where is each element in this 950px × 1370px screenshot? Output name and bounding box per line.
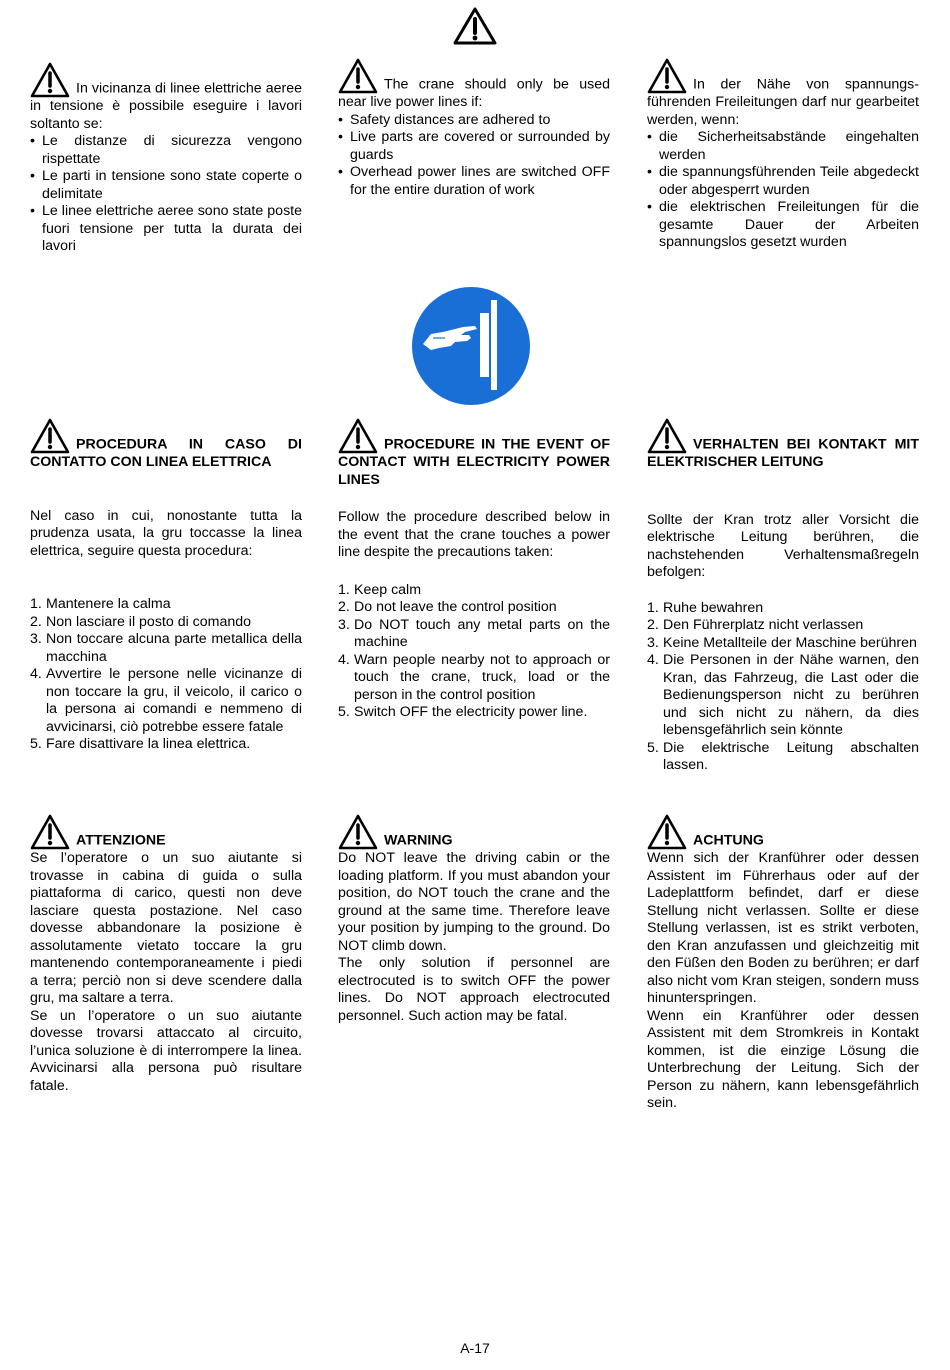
- it-condition-list: [30, 133, 302, 256]
- de-intro-section: [647, 58, 919, 252]
- list-item: 3. Do NOT touch any metal parts on the machine: [338, 616, 610, 650]
- list-item: • die Sicherheitsabstände eingehalten werden: [647, 129, 919, 164]
- en-condition-list: [338, 112, 610, 200]
- warning-triangle-icon: [30, 62, 70, 98]
- en-intro-text: The crane should only be used near live power lines if:: [338, 76, 610, 110]
- warning-triangle-icon: [452, 6, 498, 46]
- warning-triangle-icon: [647, 418, 687, 454]
- it-procedure-title: PROCEDURA IN CASO DI CONTATTO CON LINEA ELETTRICA: [30, 436, 302, 470]
- list-item: 1. Keep calm: [338, 581, 422, 598]
- warning-triangle-icon: [30, 814, 70, 850]
- warning-triangle-icon: [647, 58, 687, 94]
- en-procedure-section: [338, 418, 610, 722]
- de-procedure-intro: Sollte der Kran trotz aller Vorsicht die elektrische Leitung berühren, die nachstehenden Verhaltensmaßregeln befolgen:: [647, 511, 919, 580]
- list-item: • Le distanze di sicurezza vengono rispettate: [30, 133, 302, 168]
- list-item: 4. Avvertire le persone nelle vicinanze di non toccare la gru, il veicolo, il carico o la persona ai comandi e nemmeno di avvicinarsi, ciò potrebbe essere fatale: [30, 666, 302, 735]
- list-item: • die spannungsführenden Teile abgedeckt oder abgesperrt wurden: [647, 164, 919, 199]
- de-warning-title: ACHTUNG: [693, 832, 764, 849]
- list-item: 3. Non toccare alcuna parte metallica della macchina: [30, 631, 302, 665]
- list-item: • Le linee elettriche aeree sono state poste fuori tensione per tutta la durata dei lavori: [30, 203, 302, 256]
- en-warning-section: [338, 814, 610, 1025]
- warning-triangle-icon: [30, 418, 70, 454]
- list-item: 1. Mantenere la calma: [30, 596, 171, 612]
- de-procedure-steps: [647, 600, 919, 775]
- page-number: A-17: [460, 1340, 490, 1356]
- en-procedure-title: PROCEDURE IN THE EVENT OF CONTACT WITH ELECTRICITY POWER LINES: [338, 436, 610, 488]
- en-procedure-steps: [338, 582, 610, 722]
- en-warning-text-2: The only solution if personnel are electrocuted is to switch OFF the power lines. Do NOT approach electrocuted personnel. Such action may be fatal.: [338, 955, 610, 1024]
- it-warning-title: ATTENZIONE: [76, 832, 166, 849]
- list-item: • Overhead power lines are switched OFF for the entire duration of work: [338, 164, 610, 199]
- list-item: 2. Den Führerplatz nicht verlassen: [647, 617, 864, 633]
- it-procedure-intro: Nel caso in cui, nonostante tutta la prudenza usata, la gru toccasse la linea elettrica, seguire questa procedura:: [30, 507, 302, 559]
- list-item: • Live parts are covered or surrounded by guards: [338, 129, 610, 164]
- it-warning-text-1: Se l’operatore o un suo aiutante si trovasse in cabina di guida o sulla piattaforma di carico, questi non deve lasciare questa postazione. Nel caso dovesse abbandonare la posizione è assolutamente vietato toccare la gru mantenendo contemporaneamente i piedi a terra; perciò non si deve scendere dalla gru, ma saltare a terra.: [30, 850, 302, 1006]
- list-item: 1. Ruhe bewahren: [647, 599, 764, 616]
- list-item: • Safety distances are adhered to: [338, 112, 610, 130]
- list-item: 5. Fare disattivare la linea elettrica.: [30, 736, 251, 752]
- it-procedure-section: [30, 418, 302, 754]
- list-item: • die elektrischen Freileitungen für die gesamte Dauer der Arbeiten spannungslos gesetzt wurden: [647, 199, 919, 252]
- en-warning-text-1: Do NOT leave the driving cabin or the loading platform. If you must abandon your position, do NOT touch the crane and the ground at the same time. Therefore leave your position by jumping to the ground. Do NOT climb down.: [338, 850, 610, 954]
- en-warning-title: WARNING: [384, 832, 453, 849]
- list-item: 4. Die Personen in der Nähe warnen, den Kran, das Fahrzeug, die Last oder die Bedienungsperson nicht zu berühren und sich nicht zu nähern, da dies lebensgefährlich sein könnte: [647, 652, 919, 738]
- de-condition-list: [647, 129, 919, 252]
- list-item: 2. Do not leave the control position: [338, 599, 557, 615]
- warning-triangle-icon: [338, 418, 378, 454]
- de-intro-text: In der Nähe von spannungsführenden Freileitungen darf nur gearbeitet werden, wenn:: [647, 76, 919, 128]
- list-item: 4. Warn people nearby not to approach or touch the crane, truck, load or the person in the control position: [338, 651, 610, 703]
- it-intro-text: In vicinanza di linee elettriche aeree in tensione è possibile eseguire i lavori soltanto se:: [30, 80, 302, 132]
- de-warning-text-1: Wenn sich der Kranführer oder dessen Assistent im Führerhaus oder auf der Ladeplattform befindet, darf er diese Stellung nicht verlassen. Sollte er diese Stellung verlassen, ist es strikt verboten, den Kran anzufassen und gleichzeitig mit den Füßen den Boden zu berühren; er darf also nicht vom Kran steigen, sondern muss hinunterspringen.: [647, 850, 919, 1006]
- it-intro-section: [30, 62, 302, 256]
- de-procedure-section: [647, 418, 919, 775]
- list-item: 5. Switch OFF the electricity power line.: [338, 704, 588, 720]
- warning-triangle-icon: [647, 814, 687, 850]
- list-item: 3. Keine Metallteile der Maschine berühren: [647, 634, 917, 651]
- it-warning-text-2: Se un l’operatore o un suo aiutante dovesse trovarsi attaccato al circuito, l’unica soluzione è di interrompere la linea. Avvicinarsi alla persona può risultare fatale.: [30, 1007, 302, 1094]
- it-warning-section: [30, 814, 302, 1095]
- de-warning-text-2: Wenn ein Kranführer oder dessen Assistent mit dem Stromkreis in Kontakt kommen, ist die einzige Lösung die Unterbrechung der Leitung. Sich der Person zu nähern, kann lebensgefährlich sein.: [647, 1007, 919, 1111]
- en-intro-section: [338, 58, 610, 199]
- en-procedure-intro: Follow the procedure described below in the event that the crane touches a power line despite the precautions taken:: [338, 509, 610, 560]
- list-item: 5. Die elektrische Leitung abschalten lassen.: [647, 739, 919, 773]
- warning-triangle-icon: [338, 58, 378, 94]
- list-item: 2. Non lasciare il posto di comando: [30, 613, 252, 630]
- do-not-touch-mandatory-icon: [411, 286, 531, 406]
- list-item: • Le parti in tensione sono state coperte o delimitate: [30, 168, 302, 203]
- it-procedure-steps: [30, 596, 302, 754]
- de-procedure-title: VERHALTEN BEI KONTAKT MIT ELEKTRISCHER LEITUNG: [647, 436, 919, 470]
- de-warning-section: [647, 814, 919, 1113]
- warning-triangle-icon: [338, 814, 378, 850]
